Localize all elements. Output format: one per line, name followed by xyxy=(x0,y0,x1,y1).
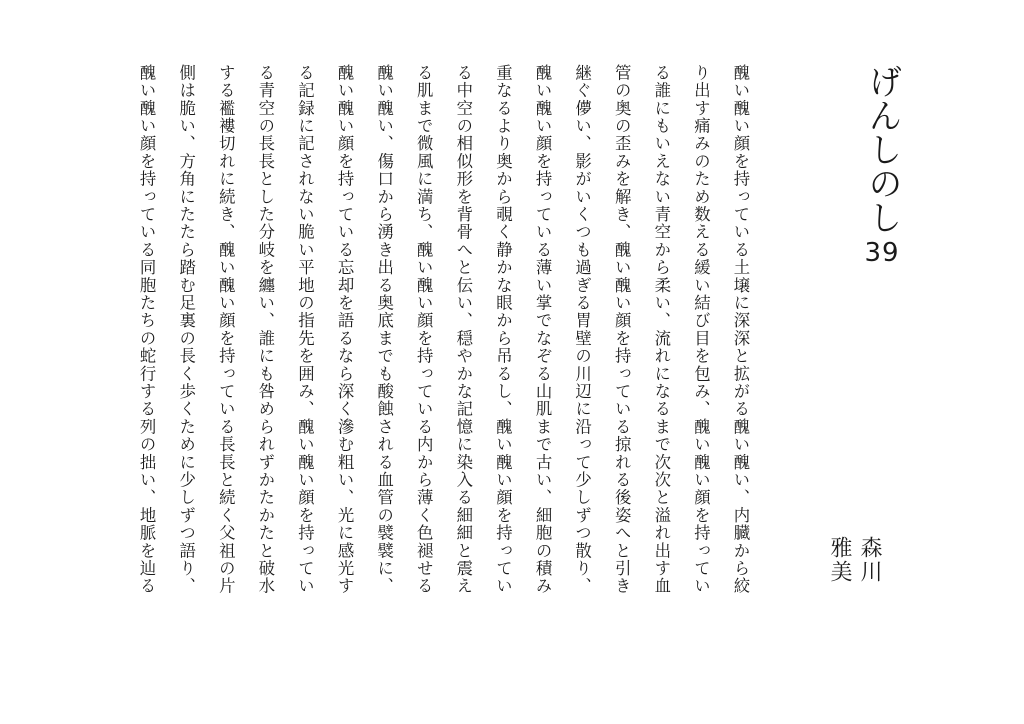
poem-line: る青空の長長とした分岐を纏い、誰にも咎められずかたかたと破水 xyxy=(255,64,275,595)
author-given-name: 雅美 xyxy=(827,536,852,584)
author-surname: 森川 xyxy=(857,536,882,584)
poem-line: る記録に記されない脆い平地の指先を囲み、醜い醜い顔を持ってい xyxy=(295,64,315,595)
author-name xyxy=(824,536,884,584)
poem-line: 醜い醜い顔を持っている忘却を語るなら深く滲む粗い、光に感光す xyxy=(335,64,355,595)
poem-line: る誰にもいえない青空から柔い、流れになるまで次次と溢れ出す血 xyxy=(651,64,671,595)
poem-line: 醜い醜い、傷口から湧き出る奥底までも酸蝕される血管の襞襞に、 xyxy=(374,64,394,595)
poem-line: る肌まで微風に満ち、醜い醜い顔を持っている内から薄く色褪せる xyxy=(414,64,434,595)
poem-line: する襤褸切れに続き、醜い醜い顔を持っている長長と続く父祖の片 xyxy=(216,64,236,595)
poem-line: 重なるより奥から覗く静かな眼から吊るし、醜い醜い顔を持ってい xyxy=(493,64,513,595)
poem-line: 醜い醜い顔を持っている同胞たちの蛇行する列の拙い、地脈を辿る xyxy=(137,64,157,595)
poem-line: 管の奥の歪みを解き、醜い醜い顔を持っている掠れる後姿へと引き xyxy=(612,64,632,595)
poem-number: 39 xyxy=(864,238,900,268)
poem-line: り出す痛みのため数える緩い結び目を包み、醜い醜い顔を持ってい xyxy=(691,64,711,595)
poem-line: 醜い醜い顔を持っている土壌に深深と拡がる醜い醜い、内臓から絞 xyxy=(731,64,750,595)
poem-line: 継ぐ儚い、影がいくつも過ぎる胃壁の川辺に沿って少しずつ散り、 xyxy=(572,64,592,595)
title-block xyxy=(858,64,906,268)
poem-title: げんしのし xyxy=(862,64,902,234)
poem-line: る中空の相似形を背骨へと伝い、穏やかな記憶に染入る細細と震え xyxy=(453,64,473,595)
poem-line: 醜い醜い顔を持っている薄い掌でなぞる山肌まで古い、細胞の積み xyxy=(533,64,553,595)
poem-body xyxy=(120,64,760,654)
poem-line: 側は脆い、方角にたたら踏む足裏の長く歩くために少しずつ語り、 xyxy=(176,64,196,595)
